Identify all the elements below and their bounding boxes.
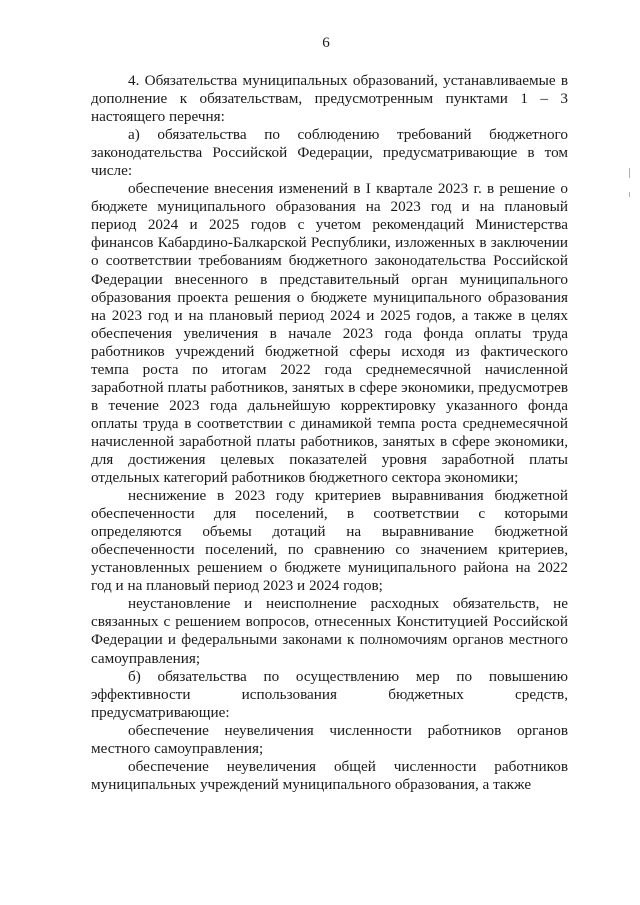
scan-edge-mark [629, 168, 630, 178]
scan-edge-mark [629, 192, 630, 197]
paragraph-budget-amendments: обеспечение внесения изменений в I квартале 2023 г. в решение о бюджете муниципального образования на 2023 год и на плановый период 2024 и 2025 годов с учетом рекомендаций Министерства финансов Кабардино-Балкарской Республики, изложенных в заключении о соответствии требованиям бюджетного законодательства Российской Федерации внесенного в представительный орган муниципального образования проекта решения о бюджете муниципального образования на 2023 год и на плановый период 2024 и 2025 годов, а также в целях обеспечения увеличения в начале 2023 года фонда оплаты труда работников учреждений бюджетной сферы исходя из фактического темпа роста по итогам 2022 года среднемесячной начисленной заработной платы работников, занятых в сфере экономики, предусмотрев в течение 2023 года дальнейшую корректировку указанного фонда оплаты труда в соответствии с динамикой темпа роста среднемесячной начисленной заработной платы работников, занятых в сфере экономики, для достижения целевых показателей уровня заработной платы отдельных категорий работников бюджетного сектора экономики; [91, 180, 568, 487]
paragraph-staff-limit-government: обеспечение неувеличения численности работников органов местного самоуправления; [91, 721, 568, 757]
page-number: 6 [322, 35, 330, 51]
document-body [91, 72, 568, 794]
paragraph-obligations-budget-law: а) обязательства по соблюдению требований бюджетного законодательства Российской Федерации, предусматривающие в том числе: [91, 126, 568, 180]
paragraph-equalization-criteria: неснижение в 2023 году критериев выравнивания бюджетной обеспеченности для поселений, в соответствии с которыми определяются объемы дотаций на выравнивание бюджетной обеспеченности поселений, по сравнению со значением критериев, установленных решением о бюджете муниципального района на 2022 год и на плановый период 2023 и 2024 годов; [91, 487, 568, 595]
paragraph-staff-limit-institutions: обеспечение неувеличения общей численности работников муниципальных учреждений муниципального образования, а также [91, 757, 568, 793]
paragraph-expenditure-obligations: неустановление и неисполнение расходных обязательств, не связанных с решением вопросов, отнесенных Конституцией Российской Федерации и федеральными законами к полномочиям органов местного самоуправления; [91, 595, 568, 667]
paragraph-obligations-heading: 4. Обязательства муниципальных образований, устанавливаемые в дополнение к обязательствам, предусмотренным пунктами 1 – 3 настоящего перечня: [91, 72, 568, 126]
paragraph-efficiency-obligations: б) обязательства по осуществлению мер по повышению эффективности использования бюджетных средств, предусматривающие: [91, 667, 568, 721]
